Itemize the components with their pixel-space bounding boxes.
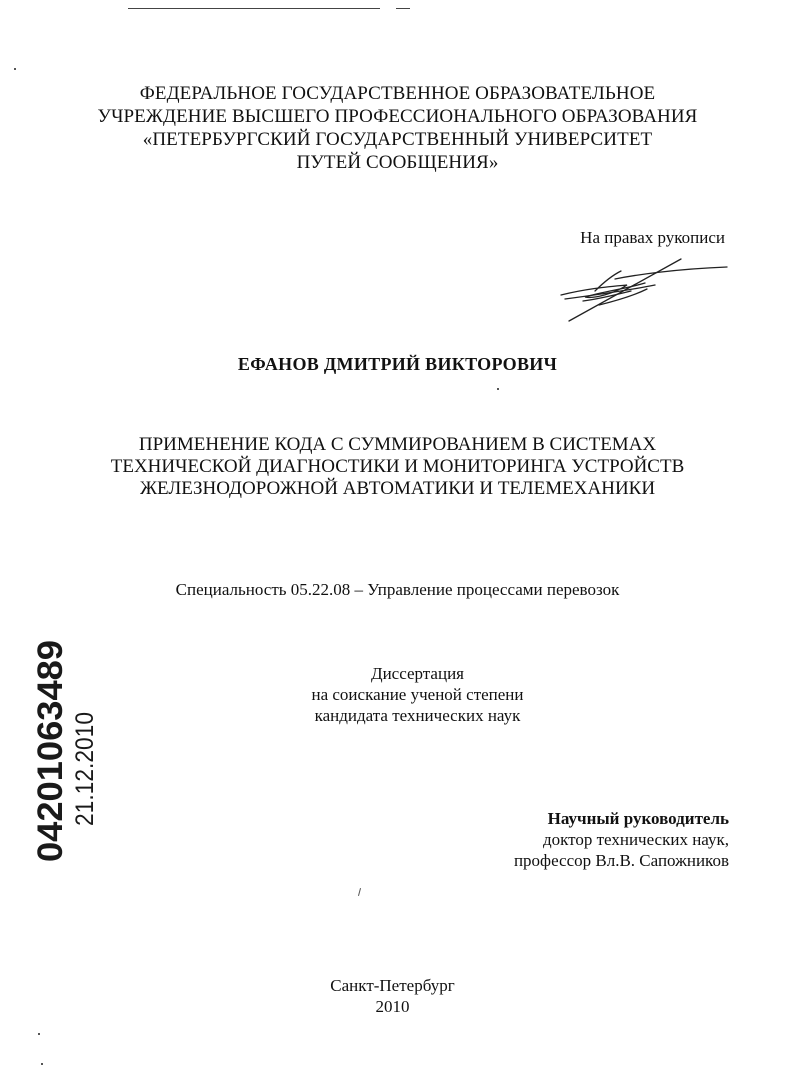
scan-speck: [14, 68, 16, 70]
supervisor-role: Научный руководитель: [547, 809, 729, 828]
supervisor-name: профессор Вл.В. Сапожников: [513, 851, 729, 870]
degree-line: на соискание ученой степени: [311, 685, 524, 704]
specialty: Специальность 05.22.08 – Управление процессами перевозок: [175, 580, 620, 599]
supervisor-degree: доктор технических наук,: [542, 830, 729, 849]
organization-line: ФЕДЕРАЛЬНОЕ ГОСУДАРСТВЕННОЕ ОБРАЗОВАТЕЛЬНОЕ: [139, 83, 656, 104]
title-line: ТЕХНИЧЕСКОЙ ДИАГНОСТИКИ И МОНИТОРИНГА УСТРОЙСТВ: [110, 456, 685, 477]
manuscript-note: На правах рукописи: [580, 228, 725, 247]
supervisor-block: [514, 808, 729, 871]
organization-line: «ПЕТЕРБУРГСКИЙ ГОСУДАРСТВЕННЫЙ УНИВЕРСИТЕТ: [142, 129, 653, 150]
archive-date: 21.12.2010: [71, 700, 99, 826]
archive-number: 04201063489: [31, 647, 70, 862]
top-rule: [128, 8, 380, 9]
top-rule-fragment: [396, 8, 410, 9]
organization-header: [0, 82, 795, 174]
organization-line: УЧРЕЖДЕНИЕ ВЫСШЕГО ПРОФЕССИОНАЛЬНОГО ОБРАЗОВАНИЯ: [97, 106, 698, 127]
title-line: ЖЕЛЕЗНОДОРОЖНОЙ АВТОМАТИКИ И ТЕЛЕМЕХАНИКИ: [139, 478, 656, 499]
scan-speck: [358, 888, 361, 896]
handwritten-signature: [555, 255, 735, 325]
scan-speck: [38, 1033, 40, 1035]
city: Санкт-Петербург: [330, 976, 455, 995]
degree-line: кандидата технических наук: [314, 706, 521, 725]
scan-speck: [41, 1063, 43, 1065]
place-and-year: [0, 975, 790, 1017]
degree-statement: [20, 663, 795, 726]
organization-line: ПУТЕЙ СООБЩЕНИЯ»: [296, 152, 499, 173]
author-name: ЕФАНОВ ДМИТРИЙ ВИКТОРОВИЧ: [237, 354, 558, 374]
title-line: ПРИМЕНЕНИЕ КОДА С СУММИРОВАНИЕМ В СИСТЕМАХ: [138, 434, 657, 455]
degree-line: Диссертация: [370, 664, 464, 683]
dissertation-title: [0, 434, 795, 500]
year: 2010: [375, 997, 410, 1016]
scan-speck: [497, 388, 499, 390]
